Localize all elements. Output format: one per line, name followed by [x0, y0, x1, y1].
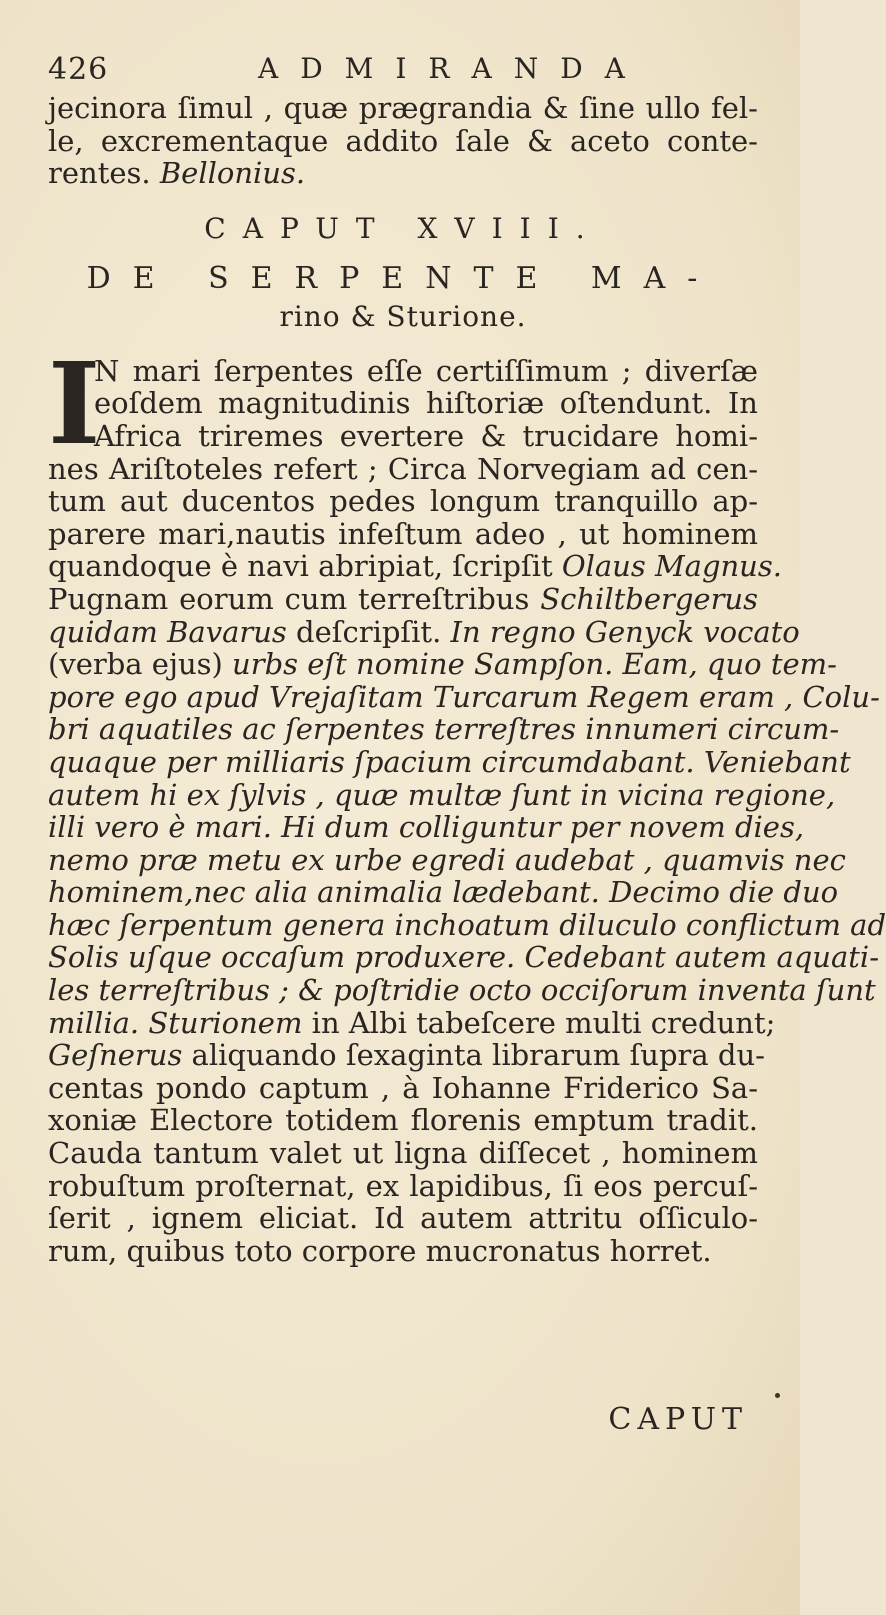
text-line: ſerit , ignem eliciat. Id autem attritu oſſiculo-: [48, 1201, 758, 1236]
quotation-line: hominem,nec alia animalia lædebant. Decimo die duo: [48, 875, 839, 910]
text-line: [48, 583, 758, 616]
quotation-text: urbs eſt nomine Sampſon. Eam, quo tem-: [232, 647, 837, 682]
text-fragment: in Albi tabeſcere multi credunt;: [302, 1005, 776, 1040]
quotation-line: hæc ſerpentum genera inchoatum diluculo conflictum ad: [48, 907, 886, 942]
text-fragment: rentes.: [48, 156, 151, 191]
text-line: N mari ſerpentes eſſe certiſſimum ; diverſæ: [94, 353, 758, 388]
quotation-line: Solis uſque occaſum produxere. Cedebant autem aquati-: [48, 940, 880, 975]
text-line: [48, 614, 800, 649]
quotation-text: In regno Genyck vocato: [450, 614, 800, 649]
page-number: 426: [48, 52, 109, 87]
catchword: CAPUT: [608, 1402, 748, 1437]
quotation-line: illi vero è mari. Hi dum colliguntur per novem dies,: [48, 810, 805, 845]
text-line: [48, 157, 758, 190]
text-line: eoſdem magnitudinis hiſtoriæ oſtendunt. In: [94, 386, 758, 421]
page-header: [48, 52, 758, 92]
text-fragment: quandoque è navi abripiat, ſcripſit: [48, 549, 562, 584]
text-line: [48, 1005, 776, 1040]
text-fragment: Pugnam eorum cum terreſtribus: [48, 581, 541, 616]
text-line: [48, 1038, 765, 1073]
quotation-line: pore ego apud Vrejaſitam Turcarum Regem eram , Colu-: [48, 679, 880, 714]
text-line: centas pondo captum , à Iohanne Friderico Sa-: [48, 1070, 758, 1105]
text-fragment: aliquando ſexaginta librarum ſupra du-: [182, 1038, 765, 1073]
quotation-line: autem hi ex ſylvis , quæ multæ ſunt in vicina regione,: [48, 777, 836, 812]
text-line: [48, 549, 782, 584]
chapter-heading: CAPUT XVIII.: [204, 211, 602, 245]
section-heading-line-2: rino & Sturione.: [279, 299, 527, 333]
text-line: rum, quibus toto corpore mucronatus horret.: [48, 1233, 712, 1268]
quotation-line: les terreſtribus ; & poſtridie octo occiſorum inventa ſunt: [48, 973, 876, 1008]
text-line: nes Ariſtoteles refert ; Circa Norvegiam ad cen-: [48, 451, 758, 486]
author-citation: Bellonius.: [159, 156, 306, 191]
text-line: Africa triremes evertere & trucidare homi-: [94, 418, 758, 453]
section-heading-line-1: DE SERPENTE MA-: [86, 260, 720, 296]
author-citation: Geſnerus: [48, 1038, 183, 1073]
section-heading: [48, 261, 758, 333]
quotation-line: nemo præ metu ex urbe egredi audebat , quamvis nec: [48, 842, 846, 877]
text-line: xoniæ Electore totidem florenis emptum tradit.: [48, 1103, 758, 1138]
text-fragment: deſcripſit.: [286, 614, 451, 649]
text-line: le, excrementaque addito ſale & aceto conte-: [48, 123, 758, 158]
running-head: ADMIRANDA: [258, 52, 647, 85]
main-paragraph: [48, 338, 886, 1268]
text-line: tum aut ducentos pedes longum tranquillo ap-: [48, 484, 758, 519]
quotation-line: bri aquatiles ac ſerpentes terreſtres innumeri circum-: [48, 712, 840, 747]
author-citation: quidam Bavarus: [48, 614, 287, 649]
ink-dot: [775, 1393, 780, 1398]
author-citation: Schiltbergerus: [540, 581, 758, 616]
text-line: parere mari,nautis infeſtum adeo , ut hominem: [48, 516, 758, 551]
text-line: jecinora ſimul , quæ prægrandia & ſine ullo fel-: [48, 91, 758, 125]
quotation-line: quaque per milliaris ſpacium circumdabant. Veniebant: [48, 744, 851, 779]
carryover-paragraph: [48, 92, 758, 190]
quotation-text: millia. Sturionem: [48, 1005, 303, 1040]
text-line: [48, 647, 837, 682]
author-citation: Olaus Magnus.: [561, 549, 782, 584]
drop-capital: I: [48, 338, 101, 470]
text-fragment: (verba ejus): [48, 647, 233, 682]
text-line: robuſtum proſternat, ex lapidibus, ſi eos percuſ-: [48, 1168, 758, 1203]
text-line: Cauda tantum valet ut ligna diſſecet , hominem: [48, 1136, 758, 1171]
